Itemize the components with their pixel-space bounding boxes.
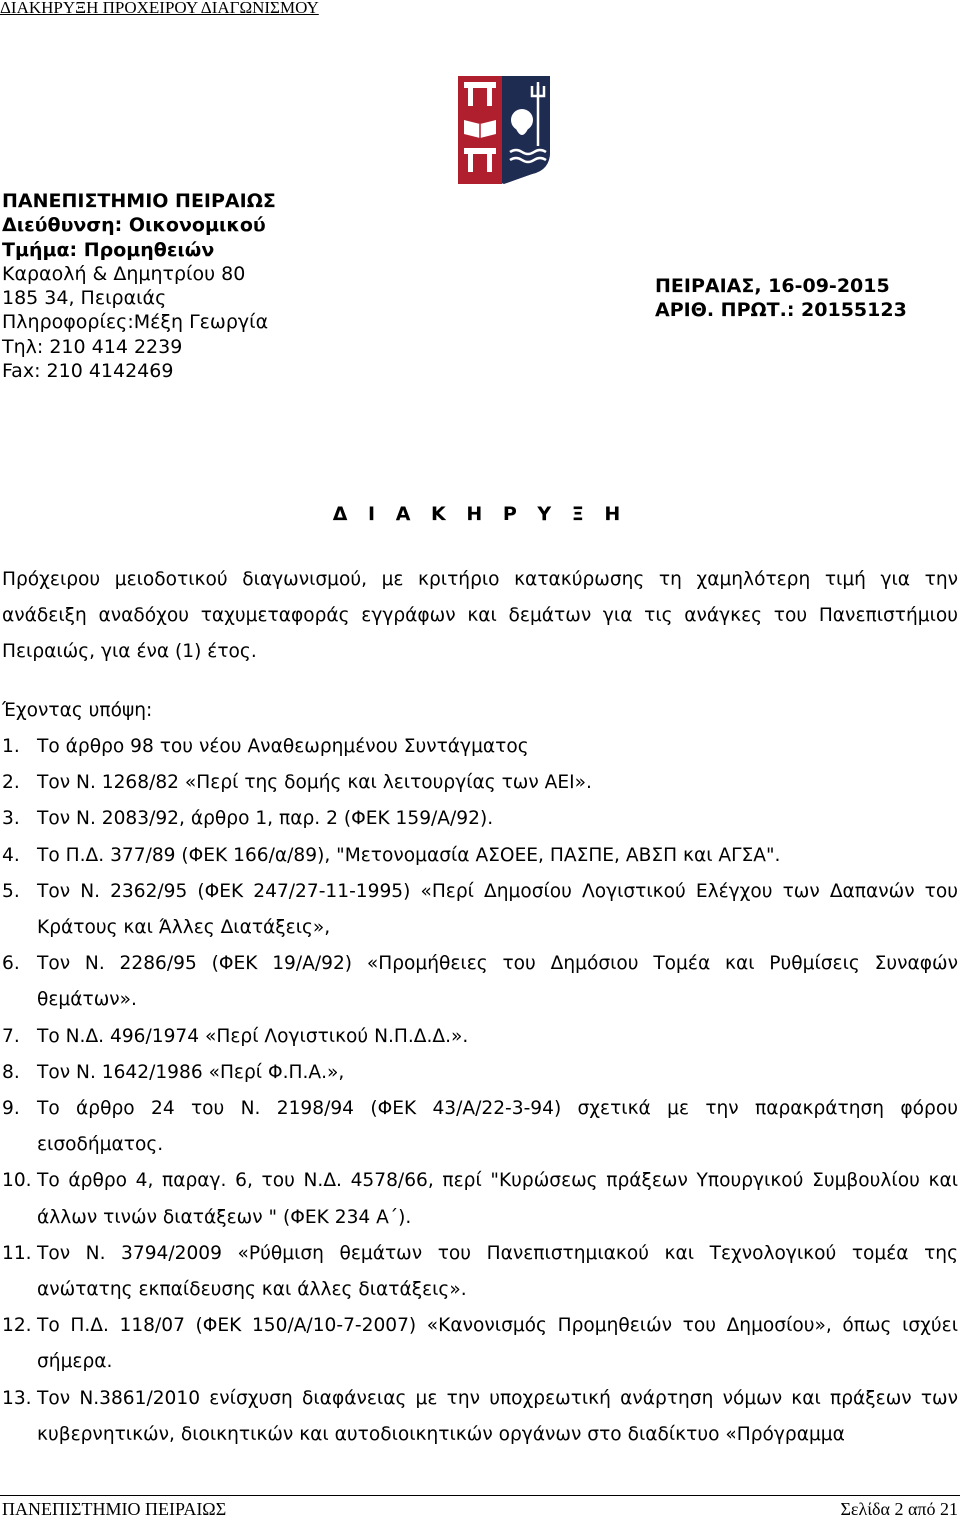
list-item-number: 6. (2, 953, 20, 975)
having-in-view-label: Έχοντας υπόψη: (2, 700, 153, 721)
list-item-text: Το άρθρο 24 του Ν. 2198/94 (ΦΕΚ 43/Α/22-3-94) σχετικά με την παρακράτηση φόρου εισοδήματος. (37, 1098, 958, 1156)
page-footer (0, 1499, 960, 1519)
list-item (2, 1381, 958, 1453)
list-item-text: Τον Ν. 3794/2009 «Ρύθμιση θεμάτων του Πανεπιστημιακού και Τεχνολογικού τομέα της ανώτατης εκπαίδευσης και άλλες διατάξεις». (37, 1242, 958, 1301)
university-logo-icon (456, 74, 552, 186)
list-item-text: Το Π.Δ. 377/89 (ΦΕΚ 166/α/89), "Μετονομασία ΑΣΟΕΕ, ΠΑΣΠΕ, ΑΒΣΠ και ΑΓΣΑ". (37, 844, 781, 866)
place-date: ΠΕΙΡΑΙΑΣ, 16-09-2015 (655, 275, 890, 297)
subject-paragraph: Πρόχειρου μειοδοτικού διαγωνισμού, με κριτήριο κατακύρωσης τη χαμηλότερη τιμή για την ανάδειξη αναδόχου ταχυμεταφοράς εγγράφων και δεμάτων για τις ανάγκες του Πανεπιστήμιου Πειραιώς, για ένα (1) έτος. (2, 569, 958, 662)
list-item (2, 1055, 958, 1091)
list-item (2, 1091, 958, 1163)
list-item-number: 9. (2, 1098, 20, 1120)
running-header-title: ΔΙΑΚΗΡΥΞΗ ΠΡΟΧΕΙΡΟΥ ΔΙΑΓΩΝΙΣΜΟΥ (0, 0, 319, 17)
list-item-text: Τον Ν. 1268/82 «Περί της δομής και λειτουργίας των ΑΕΙ». (37, 772, 592, 794)
list-item-number: 4. (2, 844, 20, 866)
list-item-text: Το Π.Δ. 118/07 (ΦΕΚ 150/Α/10-7-2007) «Κανονισμός Προμηθειών του Δημοσίου», όπως ισχύει σήμερα. (37, 1315, 958, 1373)
list-item-number: 5. (2, 880, 20, 902)
department: Τμήμα: Προμηθειών (2, 238, 215, 261)
list-item-text: Τον Ν.3861/2010 ενίσχυση διαφάνειας με την υποχρεωτική ανάρτηση νόμων και πράξεων των κυβερνητικών, διοικητικών και αυτοδιοικητικών οργάνων στο διαδίκτυο «Πρόγραμμα (37, 1387, 958, 1445)
list-item-number: 3. (2, 808, 20, 830)
list-item-text: Τον Ν. 2362/95 (ΦΕΚ 247/27-11-1995) «Περί Δημοσίου Λογιστικού Ελέγχου των Δαπανών του Κράτους και Άλλες Διατάξεις», (37, 880, 958, 939)
list-item-number: 1. (2, 736, 20, 757)
list-item (2, 838, 958, 874)
list-item (2, 801, 958, 837)
protocol-number: ΑΡΙΘ. ΠΡΩΤ.: 20155123 (655, 299, 907, 321)
list-item (2, 729, 958, 765)
list-item-number: 8. (2, 1061, 20, 1083)
list-item (2, 1019, 958, 1055)
list-item-text: Τον Ν. 1642/1986 «Περί Φ.Π.Α.», (37, 1061, 345, 1083)
university-name: ΠΑΝΕΠΙΣΤΗΜΙΟ ΠΕΙΡΑΙΩΣ (2, 190, 276, 212)
legal-basis-list (2, 729, 958, 1453)
contact-info: Πληροφορίες:Μέξη Γεωργία (2, 311, 269, 334)
list-item-text: Τον Ν. 2083/92, άρθρο 1, παρ. 2 (ΦΕΚ 159/Α/92). (37, 808, 494, 830)
list-item (2, 874, 958, 946)
document-title: Δ Ι Α Κ Η Ρ Υ Ξ Η (332, 503, 628, 525)
street-address: Καραολή & Δημητρίου 80 (2, 262, 246, 285)
list-item-text: Το άρθρο 4, παραγ. 6, του Ν.Δ. 4578/66, περί "Κυρώσεως πράξεων Υπουργικού Συμβουλίου και άλλων τινών διατάξεων " (ΦΕΚ 234 Α΄). (37, 1170, 958, 1228)
sender-block (2, 189, 422, 383)
footer-university: ΠΑΝΕΠΙΣΤΗΜΙΟ ΠΕΙΡΑΙΩΣ (2, 1499, 227, 1519)
list-item (2, 765, 958, 801)
footer-divider (0, 1495, 960, 1496)
list-item-text: Το άρθρο 98 του νέου Αναθεωρημένου Συντάγματος (37, 736, 529, 757)
list-item (2, 946, 958, 1018)
list-item (2, 1308, 958, 1380)
date-block (655, 274, 955, 322)
list-item-number: 13. (2, 1387, 32, 1409)
page-number: Σελίδα 2 από 21 (840, 1499, 958, 1519)
list-item (2, 1163, 958, 1235)
fax-number: Fax: 210 4142469 (2, 360, 174, 383)
city-address: 185 34, Πειραιάς (2, 287, 167, 310)
list-item-number: 12. (2, 1315, 32, 1337)
list-item-text: Το Ν.Δ. 496/1974 «Περί Λογιστικού Ν.Π.Δ.Δ.». (37, 1025, 469, 1047)
list-item-number: 11. (2, 1242, 32, 1264)
list-item-number: 2. (2, 772, 20, 794)
list-item-number: 7. (2, 1025, 20, 1047)
list-item-text: Τον Ν. 2286/95 (ΦΕΚ 19/Α/92) «Προμήθειες του Δημόσιου Τομέα και Ρυθμίσεις Συναφών θεμάτων». (37, 953, 958, 1011)
list-item (2, 1236, 958, 1308)
phone-number: Τηλ: 210 414 2239 (2, 335, 183, 358)
list-item-number: 10. (2, 1170, 32, 1192)
directorate: Διεύθυνση: Οικονομικού (2, 214, 266, 237)
